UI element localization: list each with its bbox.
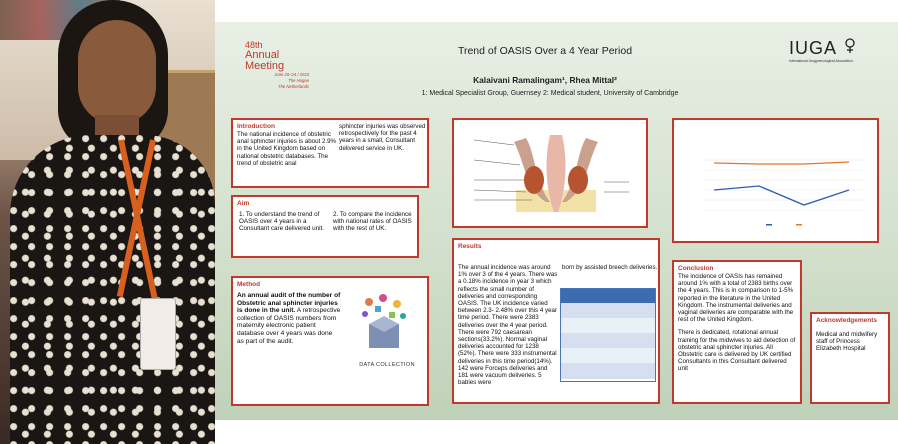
results-table-row xyxy=(561,333,655,348)
acknowledgements-text: Medical and midwifery staff of Princess Elizabeth Hospital xyxy=(816,331,878,353)
legend-swatch-uk xyxy=(796,224,802,226)
poster-authors: Kalaivani Ramalingam¹, Rhea Mittal² xyxy=(473,75,617,85)
presenter-face xyxy=(78,20,156,124)
poster-title: Trend of OASIS Over a 4 Year Period xyxy=(457,45,633,57)
anatomy-illustration-box xyxy=(452,118,648,228)
aim-item-2: 2. To compare the incidence with national rates of OASIS with the rest of UK. xyxy=(333,211,412,233)
method-box xyxy=(231,276,429,406)
introduction-box xyxy=(231,118,429,188)
presenter-photo xyxy=(0,0,215,444)
uk-incidence-line xyxy=(714,162,849,164)
introduction-title: Introduction xyxy=(237,123,275,130)
results-title: Results xyxy=(458,243,482,250)
results-table-row xyxy=(561,348,655,363)
results-table xyxy=(560,288,656,382)
results-table-row xyxy=(561,363,655,379)
conclusion-paragraph-1: The incidence of OASIs has remained around 1% with a total of 2383 births over the 4 years. This is in comparison to 1-5% reported in the literature in the United Kingdom. The instrumental deliveries and vaginal deliveries are comparable with the rest of the United Kingdom. xyxy=(678,273,794,324)
method-body-text: A retrospective collection of OASIS numbers from maternity electronic patient database over 4 years was done as part of the audit. xyxy=(237,307,341,345)
meeting-title-line2: Meeting xyxy=(245,60,285,72)
anal-sphincter-anatomy-illustration xyxy=(454,120,646,226)
conclusion-paragraph-2: There is dedicated, rotational annual training for the midwives to aid detection of obstetric anal sphincter injuries. All Obstetric care is delivered by UK certified Consultants in this Consultant delivered unit xyxy=(678,329,796,373)
results-table-header xyxy=(561,289,655,303)
data-collection-icon xyxy=(355,292,415,358)
results-text-col2: born by assisted breech deliveries. xyxy=(562,264,658,271)
poster xyxy=(215,22,898,420)
name-badge xyxy=(140,298,176,370)
meeting-number: 48th xyxy=(245,40,263,50)
iuga-logo-word: IUGA xyxy=(789,38,838,58)
results-box xyxy=(452,238,660,404)
iuga-symbol-icon xyxy=(843,38,857,54)
introduction-text-col1: The national incidence of obstetric anal sphincter injuries is about 2.9% in the United Kingdom based on national obstetric databases. The trend of obstetric anal xyxy=(237,131,337,167)
oasis-trend-line-chart xyxy=(674,120,877,241)
results-table-row xyxy=(561,303,655,318)
results-table-row xyxy=(561,318,655,333)
iuga-logo-tagline: International Urogynecological Association xyxy=(789,59,853,63)
iuga-logo xyxy=(789,38,889,68)
aim-box xyxy=(231,195,419,258)
meeting-country: The Netherlands xyxy=(278,84,309,89)
trend-chart-box xyxy=(672,118,879,243)
results-text-col1: The annual incidence was around 1% over 3 of the 4 years. There was a 0.18% incidence in year 3 which reflects the small number of deliveries and corresponding OASIS. The UK incidence varied between 2.3- 2.48% over this 4 year time period. There were 2383 deliveries over the 4 year period. There were 792 caesarean sections(33.2%). Normal vaginal deliveries accounted for 1238 (52%). There were 333 instrumental deliveries in this time period(14%). 142 were Forceps deliveries and 181 were vacuum deliveries. 5 babies were xyxy=(458,264,558,387)
acknowledgements-box xyxy=(810,312,890,404)
meeting-city: The Hague xyxy=(288,78,309,83)
poster-affiliations: 1: Medical Specialist Group, Guernsey 2: Medical student, University of Cambridge xyxy=(421,90,679,97)
presenter-dress xyxy=(10,135,215,444)
aim-item-1: 1. To understand the trend of OASIS over 4 years in a Consultant care delivered unit. xyxy=(239,211,325,233)
meeting-dates: June 20–24 / 2023 xyxy=(274,72,309,77)
meeting-title-line1: Annual xyxy=(245,49,280,61)
aim-title: Aim xyxy=(237,200,250,207)
guernsey-incidence-line xyxy=(714,186,849,205)
conclusion-box xyxy=(672,260,802,404)
data-collection-label: DATA COLLECTION xyxy=(359,362,415,368)
conclusion-title: Conclusion xyxy=(678,265,714,272)
method-title: Method xyxy=(237,281,261,288)
meeting-logo xyxy=(245,40,309,98)
legend-swatch-guernsey xyxy=(766,224,772,226)
method-lead-text: An annual audit of the number of Obstetric anal sphincter injuries is done in the unit. xyxy=(237,292,341,315)
chart-gridlines xyxy=(704,160,864,210)
introduction-text-col2: sphincter injuries was observed retrospectively for the past 4 years in a small, Consultant delivered service in UK. xyxy=(339,123,426,152)
acknowledgements-title: Acknowledgements xyxy=(816,317,878,324)
